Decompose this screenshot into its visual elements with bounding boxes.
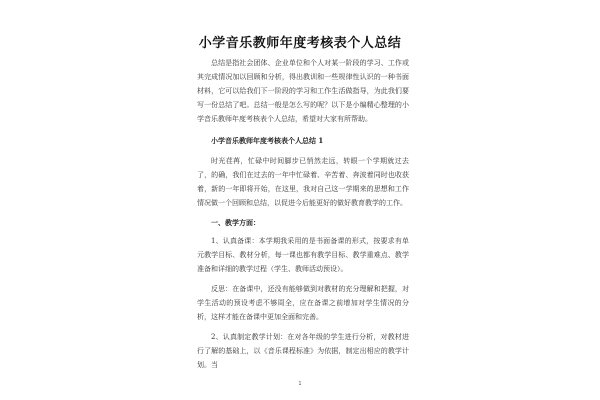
section-heading-teaching: 一、教学方面： [211,218,260,227]
paragraph-1: 时光荏苒，忙碌中时间脚步已悄然走远，转眼一个学期就过去了，的确，我们在过去的一年中忙碌着、辛苦着、奔波着同时也收获着，新的一年即将开始，在这里，我对自己这一学期来的思想和工作情况做一个回顾和总结，以促进今后能更好的做好教育教学的工作。 [197,157,409,207]
document-body [197,56,409,372]
sub-heading: 小学音乐教师年度考核表个人总结 1 [211,136,324,145]
document-title: 小学音乐教师年度考核表个人总结 [198,36,402,51]
page-number: 1 [298,381,302,387]
paragraph-2: 1、认真备课：本学期我采用的是书面备课的形式，按要求有单元教学目标、教材分析，每一课也都有教学目标、教学重难点、教学准备和详细的教学过程（学生、教师活动预设）。 [197,237,409,273]
paragraph-3: 反思：在备课中，还没有能够做到对教材的充分理解和把握，对学生活动的预设考虑不够周全，应在备课之前增加对学生情况的分析，这样才能在备课中更加全面和完善。 [197,285,409,321]
paragraph-4: 2、认真制定教学计划：在对各年级的学生进行分析，对教材进行了解的基础上，以《音乐课程标准》为依据，制定出相应的教学计划。当 [197,333,409,369]
intro-paragraph: 总结是指社会团体、企业单位和个人对某一阶段的学习、工作或其完成情况加以回顾和分析，得出教训和一些规律性认识的一种书面材料，它可以给我们下一阶段的学习和工作生活做指导，为此我们要写一份总结了吧。总结一般是怎么写的呢？以下是小编精心整理的小学音乐教师年度考核表个人总结，希望对大家有所帮助。 [197,59,409,123]
